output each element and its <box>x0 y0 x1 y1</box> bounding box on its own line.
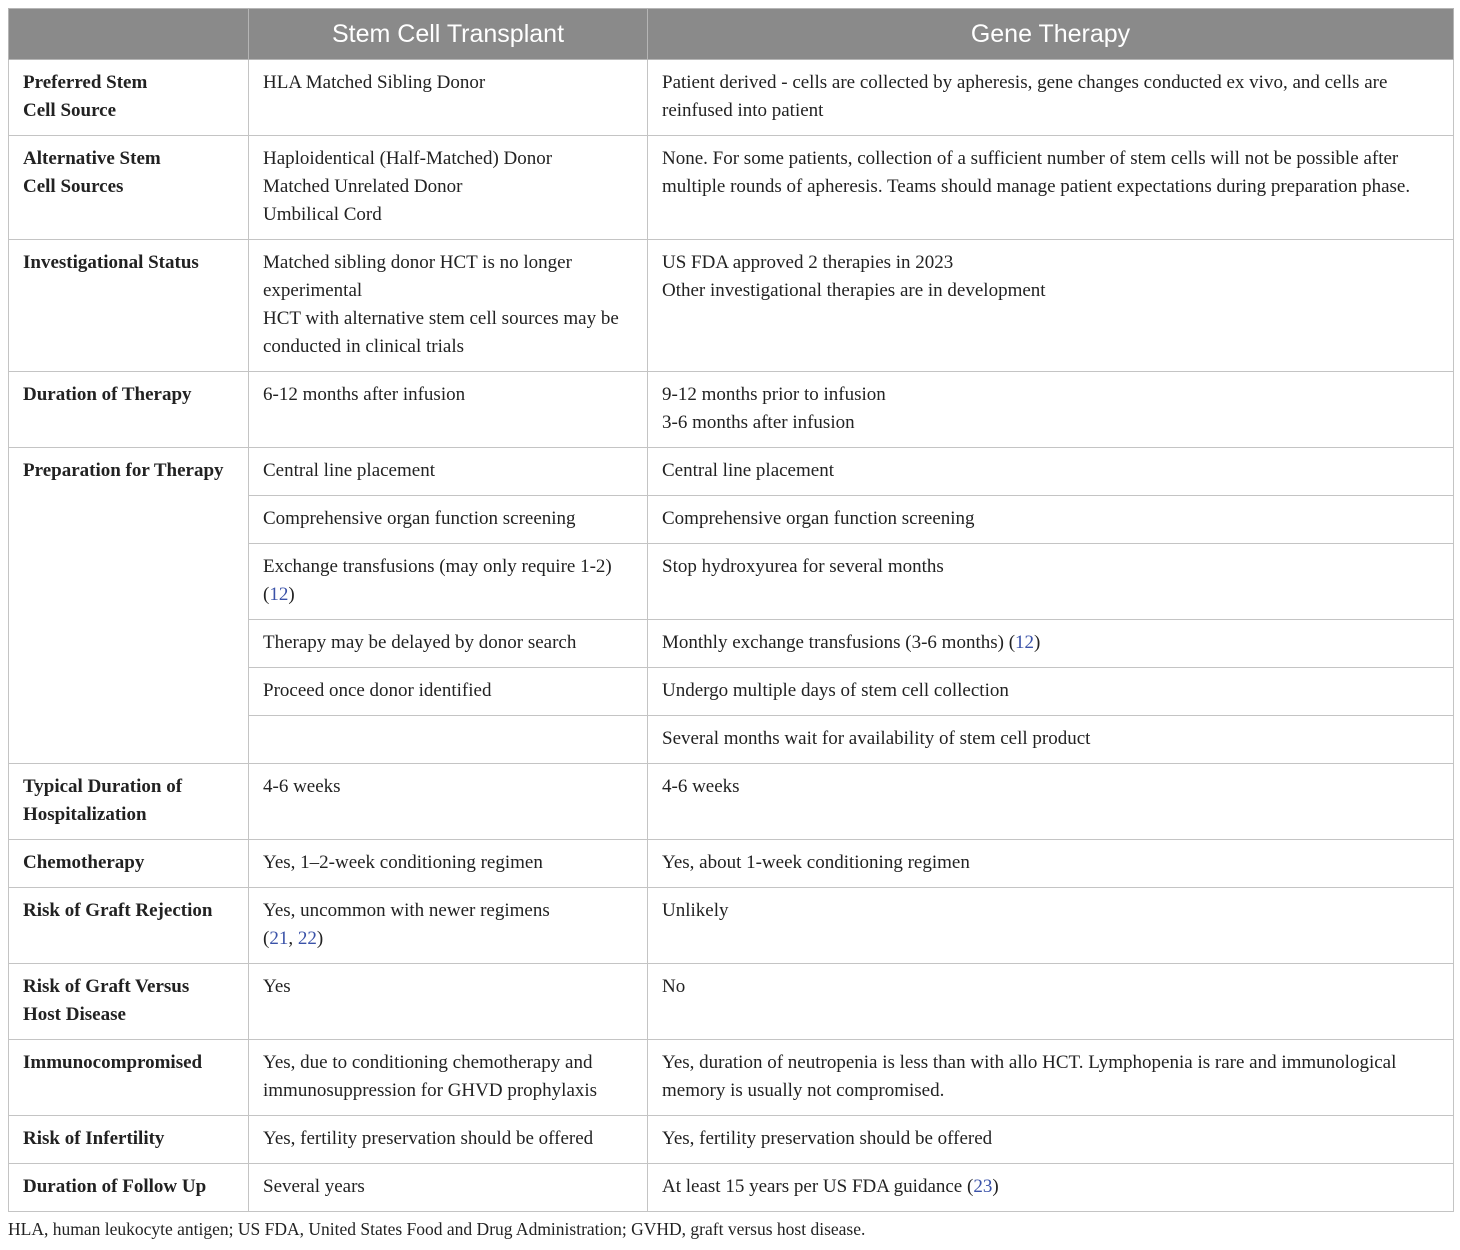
row-label <box>9 964 249 1040</box>
table-row <box>9 448 1454 496</box>
header-stem-cell-transplant: Stem Cell Transplant <box>249 9 648 60</box>
row-label: Risk of Graft Rejection <box>9 888 249 964</box>
cell-stem-cell <box>249 240 648 372</box>
cell-stem-cell: Yes <box>249 964 648 1040</box>
cell-gene-therapy <box>648 240 1454 372</box>
cell-stem-cell: Therapy may be delayed by donor search <box>249 620 648 668</box>
cell-gene-therapy: Unlikely <box>648 888 1454 964</box>
table-row <box>9 1040 1454 1116</box>
cell-gene-therapy: Undergo multiple days of stem cell collection <box>648 668 1454 716</box>
reference-link[interactable]: 12 <box>269 584 289 605</box>
table-row <box>9 60 1454 136</box>
cell-stem-cell: Exchange transfusions (may only require 1-2) (12) <box>249 544 648 620</box>
cell-line: HCT with alternative stem cell sources may be conducted in clinical trials <box>263 308 619 357</box>
cell-gene-therapy: At least 15 years per US FDA guidance (23) <box>648 1164 1454 1212</box>
row-label: Duration of Follow Up <box>9 1164 249 1212</box>
cell-line: Umbilical Cord <box>263 204 382 225</box>
row-label-text: Typical Duration of Hospitalization <box>23 776 183 825</box>
row-label-text: Preferred Stem Cell Source <box>23 72 148 121</box>
reference-link[interactable]: 12 <box>1015 632 1035 653</box>
table-row <box>9 764 1454 840</box>
reference-link[interactable]: 22 <box>297 928 317 949</box>
cell-gene-therapy: Yes, about 1-week conditioning regimen <box>648 840 1454 888</box>
row-label: Immunocompromised <box>9 1040 249 1116</box>
cell-gene-therapy: Several months wait for availability of stem cell product <box>648 716 1454 764</box>
cell-gene-therapy: Stop hydroxyurea for several months <box>648 544 1454 620</box>
header-blank <box>9 9 249 60</box>
cell-line: Matched Unrelated Donor <box>263 176 463 197</box>
cell-text: Yes, uncommon with newer regimens <box>263 900 550 921</box>
table-row <box>9 888 1454 964</box>
table-row <box>9 372 1454 448</box>
table-row <box>9 240 1454 372</box>
cell-line: Matched sibling donor HCT is no longer experimental <box>263 252 572 301</box>
cell-stem-cell: HLA Matched Sibling Donor <box>249 60 648 136</box>
cell-stem-cell: Yes, due to conditioning chemotherapy and immunosuppression for GHVD prophylaxis <box>249 1040 648 1116</box>
cell-line: Haploidentical (Half-Matched) Donor <box>263 148 553 169</box>
table-row <box>9 1164 1454 1212</box>
table-row <box>9 136 1454 240</box>
cell-line: 9-12 months prior to infusion <box>662 384 886 405</box>
cell-text: Exchange transfusions (may only require 1-2) <box>263 556 612 577</box>
row-label: Investigational Status <box>9 240 249 372</box>
cell-stem-cell: Yes, 1–2-week conditioning regimen <box>249 840 648 888</box>
cell-line: US FDA approved 2 therapies in 2023 <box>662 252 954 273</box>
cell-gene-therapy: Yes, duration of neutropenia is less than with allo HCT. Lymphopenia is rare and immunological memory is usually not compromised. <box>648 1040 1454 1116</box>
table-row <box>9 840 1454 888</box>
row-label: Preparation for Therapy <box>9 448 249 764</box>
reference-link[interactable]: 21 <box>269 928 289 949</box>
row-label: Chemotherapy <box>9 840 249 888</box>
cell-stem-cell: Proceed once donor identified <box>249 668 648 716</box>
row-label-text: Alternative Stem Cell Sources <box>23 148 161 197</box>
row-label-text: Risk of Graft Versus Host Disease <box>23 976 190 1025</box>
table-header-row <box>9 9 1454 60</box>
table-row <box>9 1116 1454 1164</box>
table-row <box>9 964 1454 1040</box>
cell-stem-cell: 6-12 months after infusion <box>249 372 648 448</box>
cell-stem-cell: Yes, uncommon with newer regimens (21, 22) <box>249 888 648 964</box>
cell-stem-cell: Comprehensive organ function screening <box>249 496 648 544</box>
cell-stem-cell <box>249 716 648 764</box>
reference-link[interactable]: 23 <box>973 1176 993 1197</box>
cell-gene-therapy: Comprehensive organ function screening <box>648 496 1454 544</box>
cell-stem-cell <box>249 136 648 240</box>
row-label <box>9 136 249 240</box>
cell-gene-therapy: 4-6 weeks <box>648 764 1454 840</box>
cell-stem-cell: 4-6 weeks <box>249 764 648 840</box>
cell-gene-therapy: None. For some patients, collection of a sufficient number of stem cells will not be possible after multiple rounds of apheresis. Teams should manage patient expectations during preparation phase. <box>648 136 1454 240</box>
table-footnote: HLA, human leukocyte antigen; US FDA, United States Food and Drug Administration; GVHD, graft versus host disease. <box>8 1219 866 1239</box>
cell-line: Other investigational therapies are in development <box>662 280 1046 301</box>
cell-gene-therapy: Monthly exchange transfusions (3-6 months) (12) <box>648 620 1454 668</box>
cell-gene-therapy: No <box>648 964 1454 1040</box>
cell-line: 3-6 months after infusion <box>662 412 855 433</box>
cell-gene-therapy: Central line placement <box>648 448 1454 496</box>
cell-stem-cell: Central line placement <box>249 448 648 496</box>
cell-gene-therapy: Yes, fertility preservation should be offered <box>648 1116 1454 1164</box>
comparison-table <box>8 8 1454 1212</box>
cell-text: Monthly exchange transfusions (3-6 months) <box>662 632 1009 653</box>
cell-gene-therapy <box>648 372 1454 448</box>
header-gene-therapy: Gene Therapy <box>648 9 1454 60</box>
cell-gene-therapy: Patient derived - cells are collected by apheresis, gene changes conducted ex vivo, and cells are reinfused into patient <box>648 60 1454 136</box>
cell-stem-cell: Yes, fertility preservation should be offered <box>249 1116 648 1164</box>
row-label <box>9 764 249 840</box>
cell-stem-cell: Several years <box>249 1164 648 1212</box>
row-label: Risk of Infertility <box>9 1116 249 1164</box>
row-label: Duration of Therapy <box>9 372 249 448</box>
row-label <box>9 60 249 136</box>
cell-text: At least 15 years per US FDA guidance <box>662 1176 967 1197</box>
